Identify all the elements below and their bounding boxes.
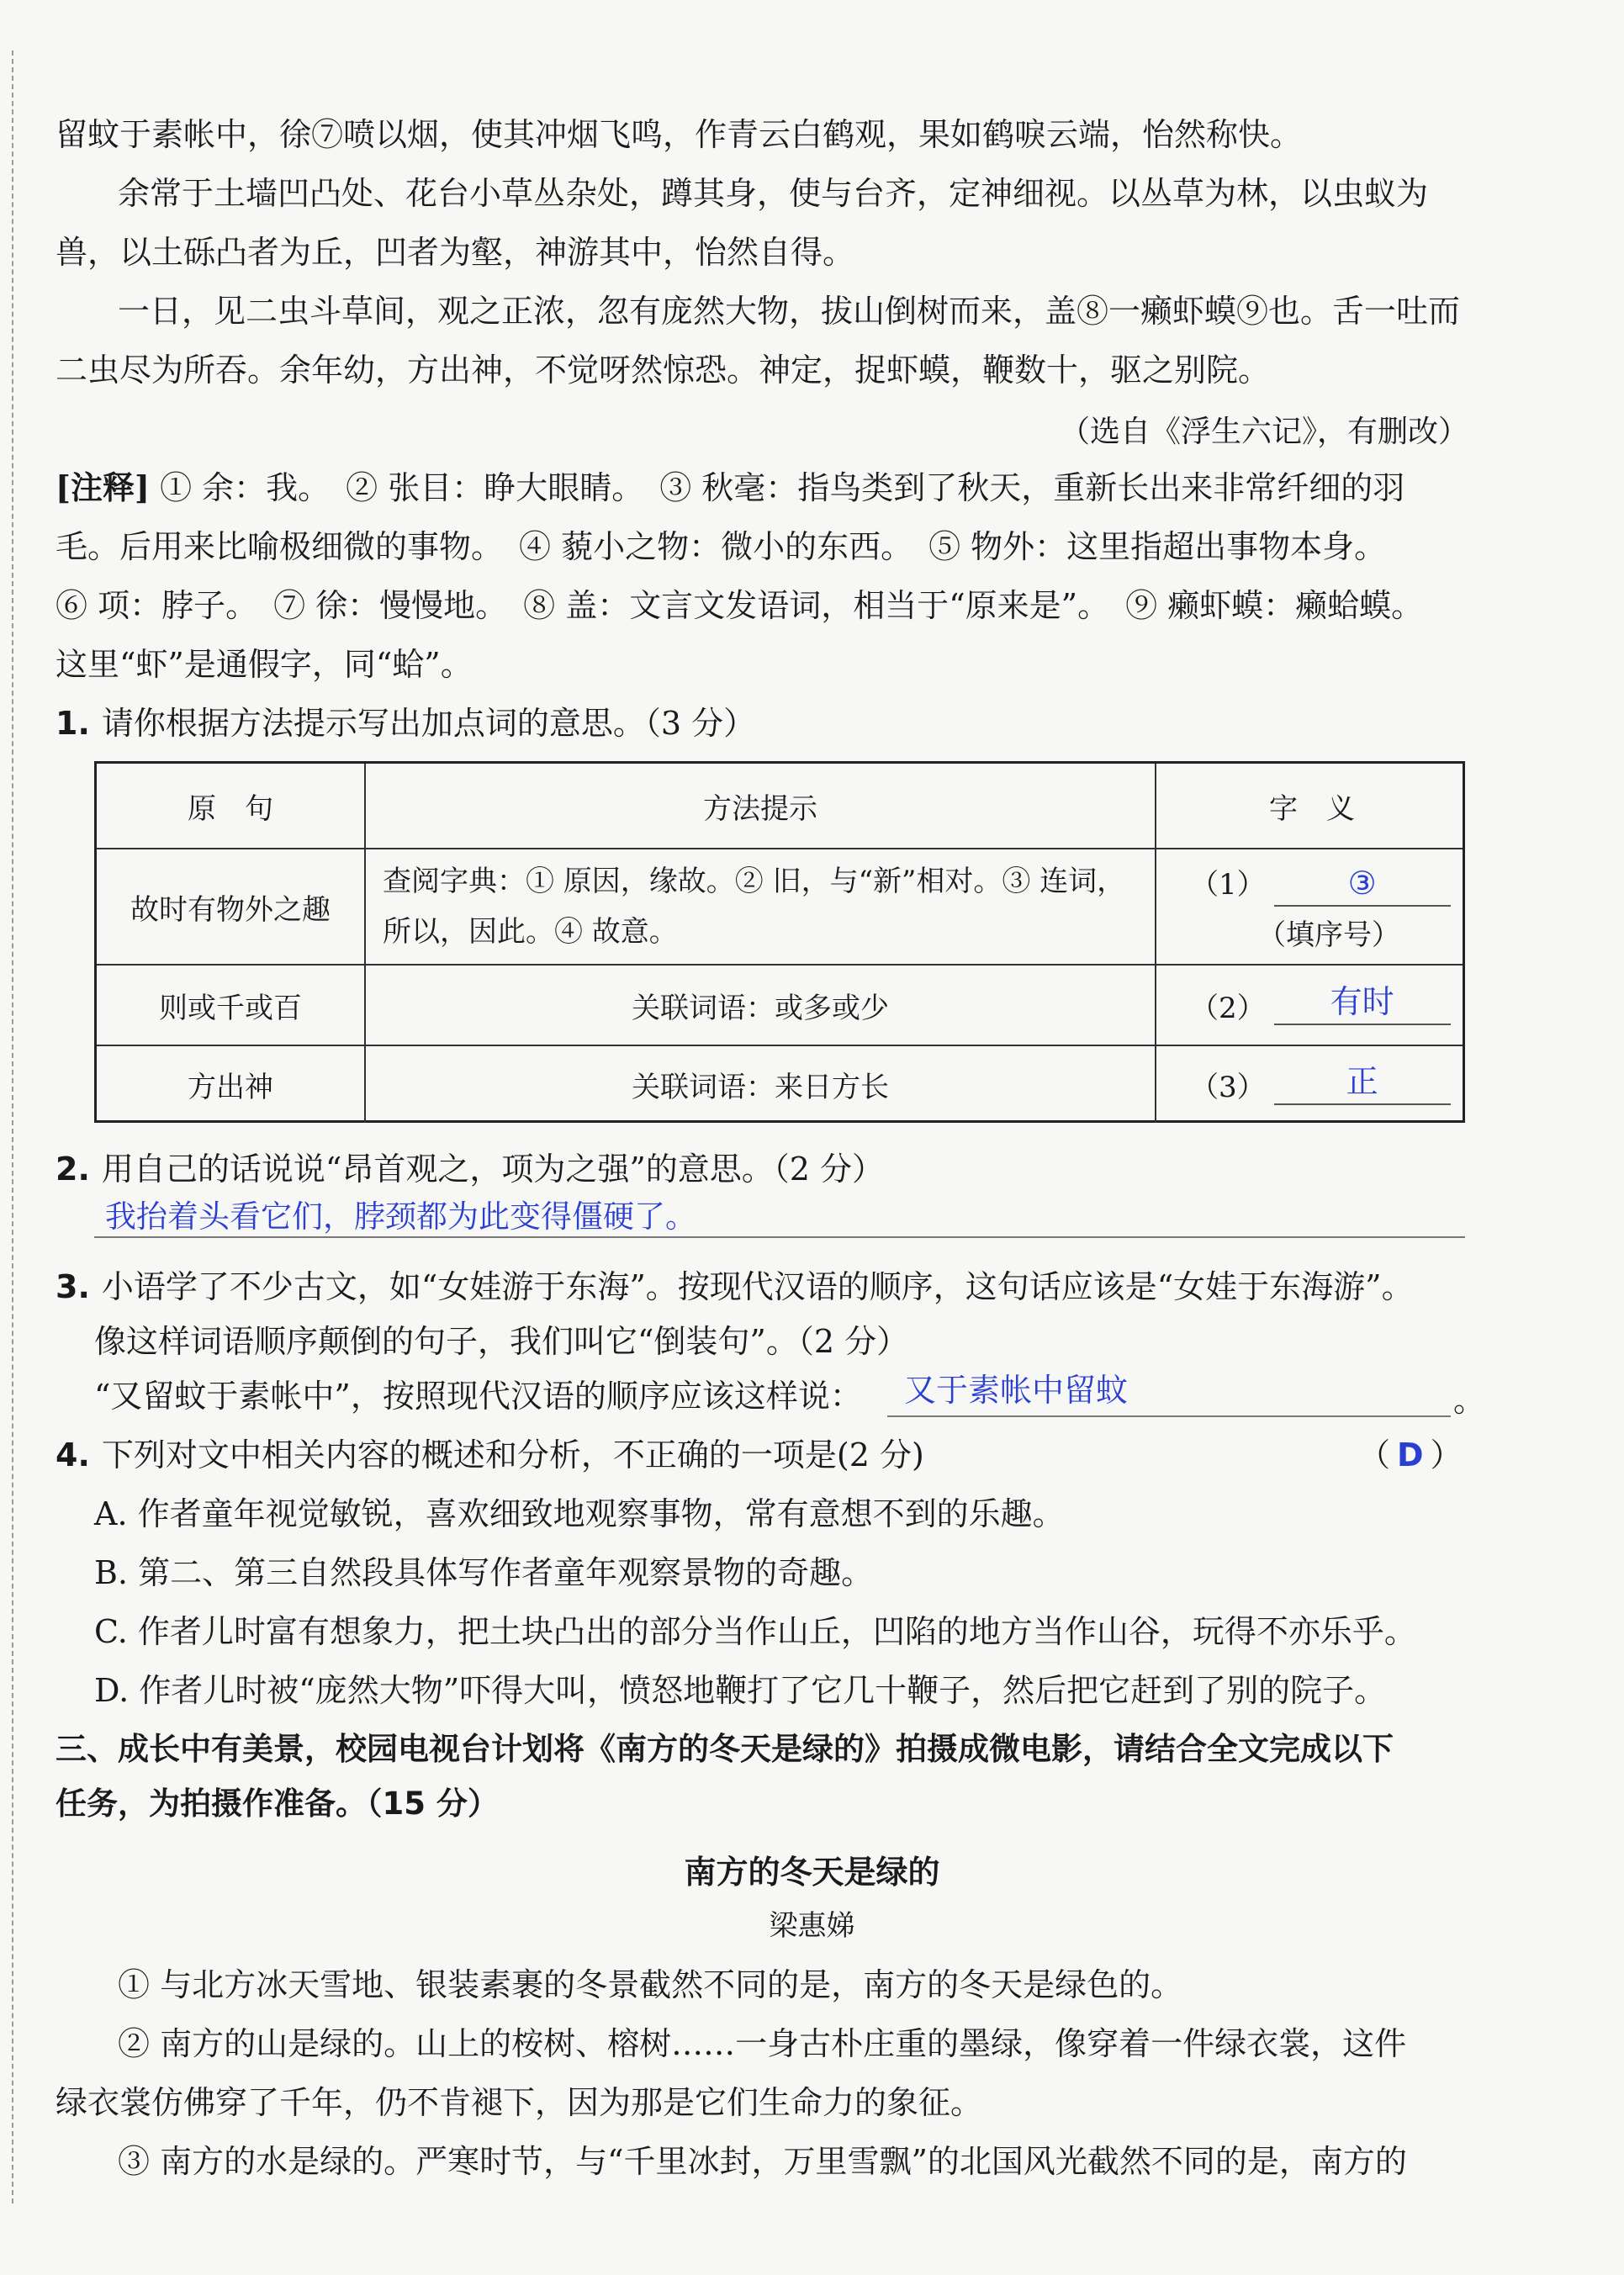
question-text: 用自己的话说说“昂首观之，项为之强”的意思。（2 分） xyxy=(101,1151,885,1188)
article-paragraph: ② 南方的山是绿的。山上的桉树、榕树……一身古朴庄重的墨绿，像穿着一件绿衣裳，这件 xyxy=(118,2025,1407,2062)
article-paragraph: ③ 南方的水是绿的。严寒时节，与“千里冰封，万里雪飘”的北国风光截然不同的是，南方的 xyxy=(118,2143,1407,2180)
sentence-cell: 方出神 xyxy=(97,1046,366,1123)
q3-answer[interactable]: 又于素帐中留蚊 xyxy=(904,1372,1129,1409)
answer-line xyxy=(887,1415,1451,1417)
q4-answer[interactable]: D xyxy=(1397,1436,1424,1473)
article-paragraph: 绿衣裳仿佛穿了千年，仍不肯褪下，因为那是它们生命力的象征。 xyxy=(56,2084,983,2121)
meaning-cell xyxy=(1156,1046,1468,1123)
article-author: 梁惠娣 xyxy=(769,1909,855,1943)
table-header-row xyxy=(97,764,1463,848)
notes-line: 这里“虾”是通假字，同“蛤”。 xyxy=(56,646,473,683)
notes-text: ① 余：我。 ② 张目：睁大眼睛。 ③ 秋毫：指鸟类到了秋天，重新长出来非常纤细的羽 xyxy=(160,469,1405,506)
hint-cell: 查阅字典：① 原因，缘故。② 旧，与“新”相对。③ 连词，所以，因此。④ 故意。 xyxy=(366,849,1156,964)
sentence-cell: 故时有物外之趣 xyxy=(97,849,366,964)
notes-line: ⑥ 项：脖子。 ⑦ 徐：慢慢地。 ⑧ 盖：文言文发语词，相当于“原来是”。 ⑨ 癞虾蟆：癞蛤蟆。 xyxy=(56,587,1424,624)
passage-line: 一日，见二虫斗草间，观之正浓，忽有庞然大物，拔山倒树而来，盖⑧一癞虾蟆⑨也。舌一吐而 xyxy=(118,293,1461,330)
fill-instruction: （填序号） xyxy=(1257,918,1400,952)
question-2 xyxy=(56,1148,884,1190)
question-number: 3. xyxy=(56,1268,90,1305)
bracket-left: （ xyxy=(1358,1436,1391,1473)
question-number: 1. xyxy=(56,705,90,742)
hint-cell: 关联词语：或多或少 xyxy=(366,966,1156,1045)
question-3-line: 像这样词语顺序颠倒的句子，我们叫它“倒装句”。（2 分） xyxy=(94,1323,909,1360)
question-text: 下列对文中相关内容的概述和分析，不正确的一项是(2 分) xyxy=(101,1436,924,1473)
question-number: 2. xyxy=(56,1151,90,1188)
answer-blank[interactable]: ③ xyxy=(1274,866,1451,907)
question-4 xyxy=(56,1434,924,1476)
table-row xyxy=(97,848,1463,964)
section-3-heading: 三、成长中有美景，校园电视台计划将《南方的冬天是绿的》拍摄成微电影，请结合全文完成以下 xyxy=(56,1731,1394,1767)
option-b: B. 第二、第三自然段具体写作者童年观察景物的奇趣。 xyxy=(94,1554,874,1591)
question-number: 4. xyxy=(56,1436,90,1473)
meaning-cell xyxy=(1156,966,1468,1045)
answer-line xyxy=(94,1236,1465,1238)
option-c: C. 作者儿时富有想象力，把土块凸出的部分当作山丘，凹陷的地方当作山谷，玩得不亦乐乎。 xyxy=(94,1613,1416,1650)
answer-index: （2） xyxy=(1190,991,1266,1025)
option-d: D. 作者儿时被“庞然大物”吓得大叫，愤怒地鞭打了它几十鞭子，然后把它赶到了别的院子。 xyxy=(94,1672,1387,1709)
q3-end-mark: 。 xyxy=(1453,1382,1486,1419)
answer-blank[interactable]: 正 xyxy=(1274,1065,1451,1105)
sentence-cell: 则或千或百 xyxy=(97,966,366,1045)
table-header: 方法提示 xyxy=(366,764,1156,848)
bracket-right: ） xyxy=(1430,1436,1463,1473)
hint-cell: 关联词语：来日方长 xyxy=(366,1046,1156,1123)
notes-line xyxy=(56,467,1468,509)
article-paragraph: ① 与北方冰天雪地、银装素裹的冬景截然不同的是，南方的冬天是绿色的。 xyxy=(118,1966,1183,2003)
passage-line: 余常于土墙凹凸处、花台小草丛杂处，蹲其身，使与台齐，定神细视。以丛草为林，以虫蚁为 xyxy=(118,175,1429,212)
notes-line: 毛。后用来比喻极细微的事物。 ④ 藐小之物：微小的东西。 ⑤ 物外：这里指超出事物本身。 xyxy=(56,528,1387,565)
table-row xyxy=(97,1045,1463,1123)
table-header: 字 义 xyxy=(1269,791,1355,826)
question-1 xyxy=(56,702,755,744)
answer-blank[interactable]: 有时 xyxy=(1274,985,1451,1025)
question-text: 小语学了不少古文，如“女娃游于东海”。按现代汉语的顺序，这句话应该是“女娃于东海游”。 xyxy=(101,1268,1414,1305)
q2-answer[interactable]: 我抬着头看它们，脖颈都为此变得僵硬了。 xyxy=(105,1198,696,1235)
section-3-heading: 任务，为拍摄作准备。（15 分） xyxy=(56,1786,499,1822)
passage-source: （选自《浮生六记》，有删改） xyxy=(1059,415,1468,449)
question-3 xyxy=(56,1266,1414,1308)
passage-line: 二虫尽为所吞。余年幼，方出神，不觉呀然惊恐。神定，捉虾蟆，鞭数十，驱之别院。 xyxy=(56,352,1271,389)
table-row xyxy=(97,964,1463,1045)
passage-line: 留蚊于素帐中，徐⑦喷以烟，使其冲烟飞鸣，作青云白鹤观，果如鹤唳云端，怡然称快。 xyxy=(56,116,1303,153)
meaning-cell xyxy=(1156,849,1468,964)
option-a: A. 作者童年视觉敏锐，喜欢细致地观察事物，常有意想不到的乐趣。 xyxy=(94,1495,1065,1532)
passage-line: 兽，以土砾凸者为丘，凹者为壑，神游其中，怡然自得。 xyxy=(56,234,855,271)
answer-index: （3） xyxy=(1190,1071,1266,1104)
question-text: 请你根据方法提示写出加点词的意思。（3 分） xyxy=(101,705,756,742)
question-3-line: “又留蚊于素帐中”，按照现代汉语的顺序应该这样说： xyxy=(94,1378,862,1415)
article-title: 南方的冬天是绿的 xyxy=(684,1854,940,1891)
answer-index: （1） xyxy=(1190,867,1266,902)
table-header: 原 句 xyxy=(97,764,366,848)
q4-answer-bracket xyxy=(1358,1434,1463,1476)
notes-heading: [注释] xyxy=(56,468,150,506)
q1-table xyxy=(94,761,1465,1123)
